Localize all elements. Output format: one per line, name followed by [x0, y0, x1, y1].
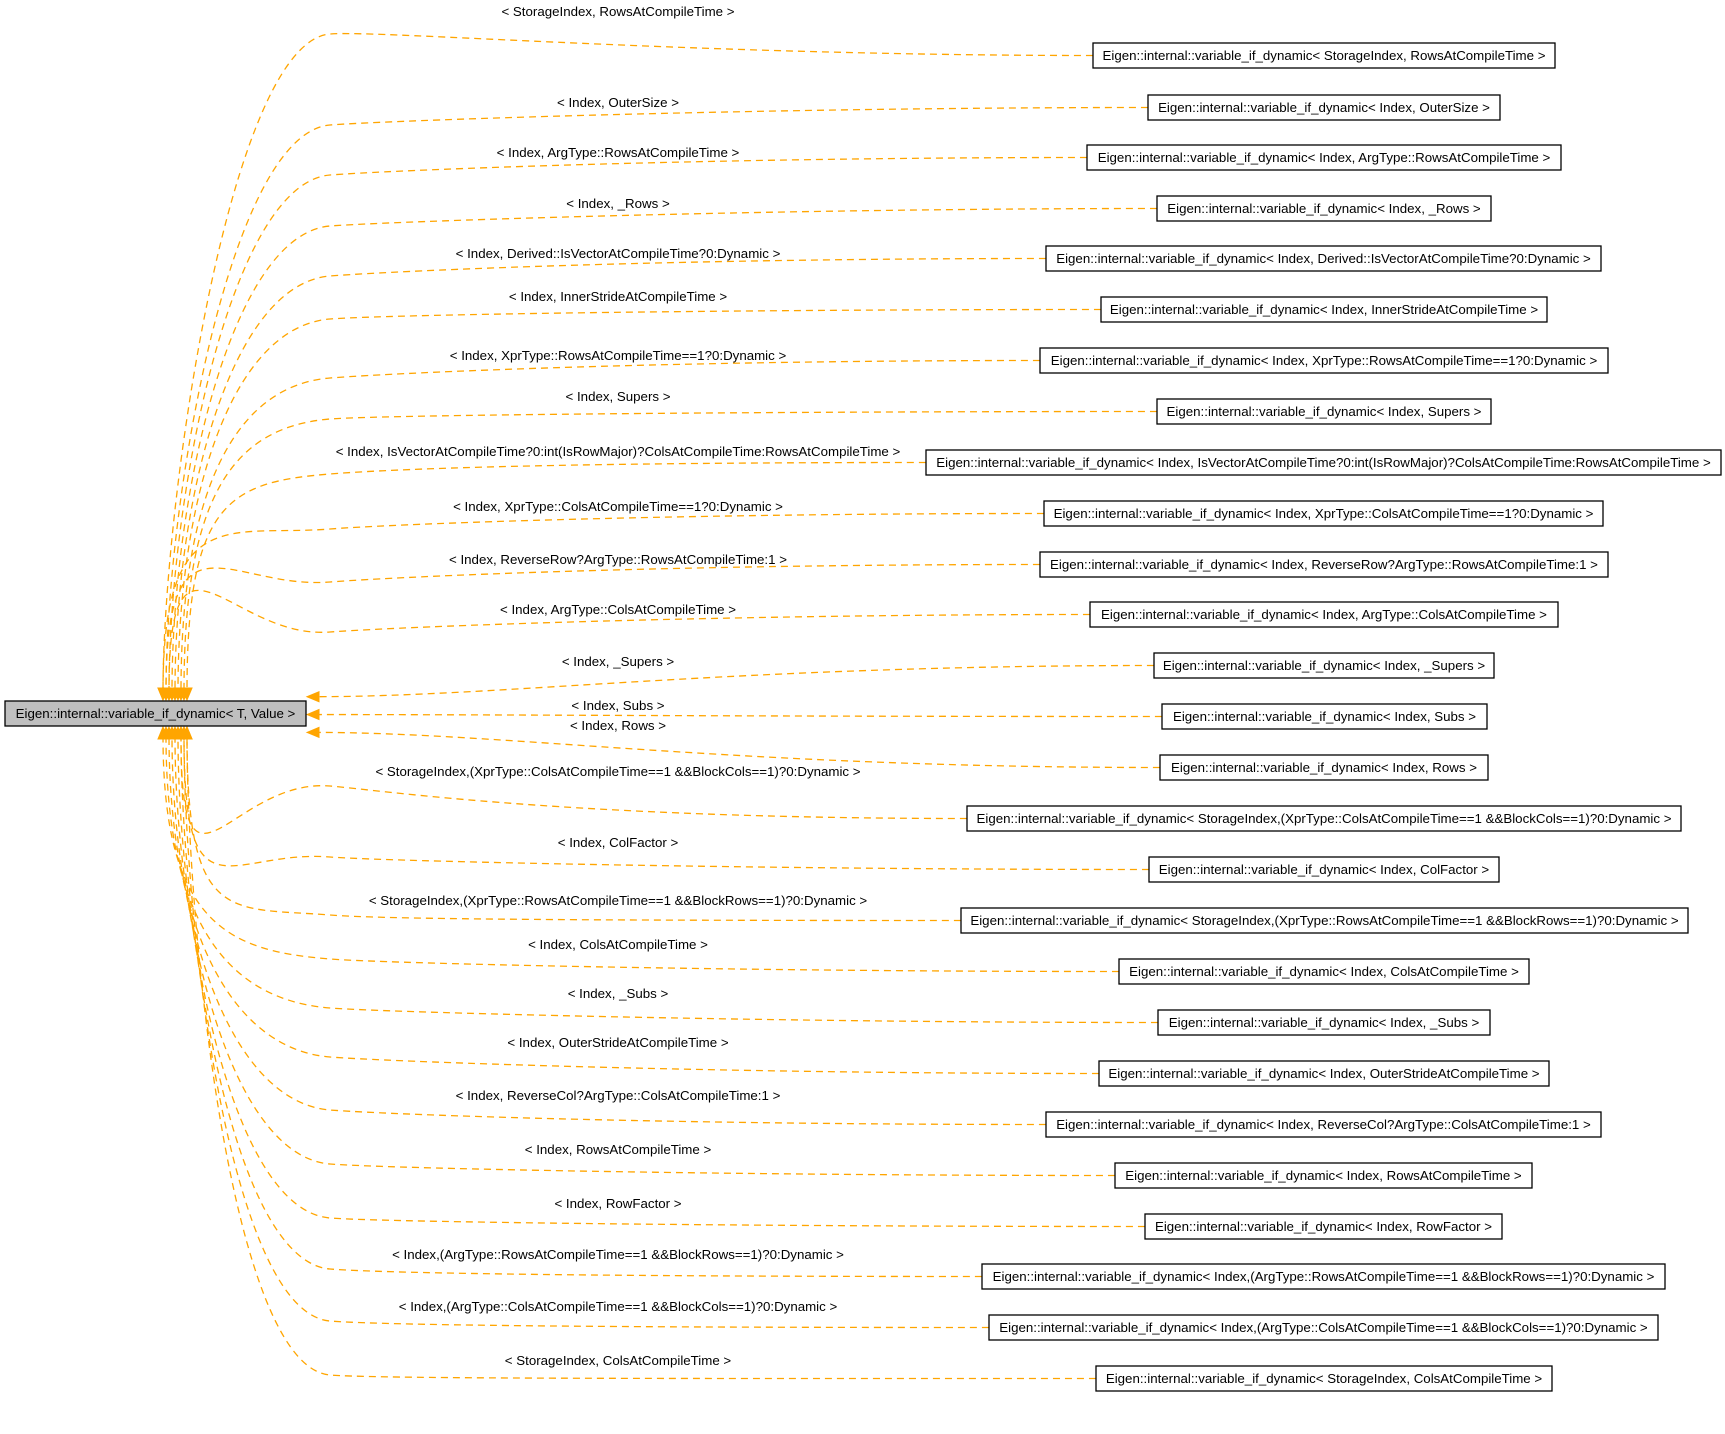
class-node[interactable]: [961, 908, 1688, 933]
class-node[interactable]: [1149, 857, 1499, 882]
edge-label: < Index, OuterSize >: [557, 95, 679, 110]
class-node-label: Eigen::internal::variable_if_dynamic< StorageIndex,(XprType::ColsAtCompileTime==1 &&BlockCols==1)?0:Dynamic >: [976, 811, 1672, 826]
class-node-label: Eigen::internal::variable_if_dynamic< Index, ArgType::ColsAtCompileTime >: [1101, 607, 1547, 622]
edge-label: < Index, IsVectorAtCompileTime?0:int(IsRowMajor)?ColsAtCompileTime:RowsAtCompileTime >: [335, 444, 901, 459]
class-node-label: Eigen::internal::variable_if_dynamic< Index, Rows >: [1171, 760, 1477, 775]
class-node-label: Eigen::internal::variable_if_dynamic< Index, ColsAtCompileTime >: [1129, 964, 1519, 979]
nodes-layer: [5, 43, 1721, 1391]
class-node-label: Eigen::internal::variable_if_dynamic< Index, InnerStrideAtCompileTime >: [1109, 302, 1539, 317]
inheritance-edge: [187, 463, 926, 692]
root-node-label: Eigen::internal::variable_if_dynamic< T, Value >: [15, 706, 296, 721]
class-node-label: Eigen::internal::variable_if_dynamic< Index,(ArgType::RowsAtCompileTime==1 &&BlockRows==1)?0:Dynamic >: [992, 1269, 1655, 1284]
class-node[interactable]: [1115, 1163, 1532, 1188]
edge-label: < StorageIndex, RowsAtCompileTime >: [501, 4, 735, 19]
edge-label: < Index, ColFactor >: [557, 835, 679, 850]
edge-label: < Index, ReverseCol?ArgType::ColsAtCompileTime:1 >: [455, 1088, 781, 1103]
edge-label: < Index, _Subs >: [567, 986, 669, 1001]
class-node-label: Eigen::internal::variable_if_dynamic< Index,(ArgType::ColsAtCompileTime==1 &&BlockCols==1)?0:Dynamic >: [999, 1320, 1648, 1335]
root-node[interactable]: [5, 701, 306, 726]
class-node[interactable]: [1162, 704, 1487, 729]
edge-label: < Index, ReverseRow?ArgType::RowsAtCompileTime:1 >: [449, 552, 787, 567]
edge-label: < Index, Subs >: [571, 698, 665, 713]
edge-label: < Index, XprType::RowsAtCompileTime==1?0:Dynamic >: [449, 348, 787, 363]
inheritance-edge: [181, 736, 967, 833]
inheritance-edge: [314, 666, 1154, 697]
class-node[interactable]: [1040, 552, 1608, 577]
inheritance-edge: [314, 715, 1162, 717]
edge-label: < Index, Supers >: [565, 389, 671, 404]
class-node-label: Eigen::internal::variable_if_dynamic< StorageIndex, RowsAtCompileTime >: [1102, 48, 1546, 63]
edge-label: < Index, OuterStrideAtCompileTime >: [507, 1035, 729, 1050]
class-node[interactable]: [1093, 43, 1555, 68]
class-node[interactable]: [989, 1315, 1658, 1340]
class-node[interactable]: [1096, 1366, 1552, 1391]
class-node-label: Eigen::internal::variable_if_dynamic< Index, Subs >: [1172, 709, 1477, 724]
edge-label: < Index, ArgType::RowsAtCompileTime >: [496, 145, 740, 160]
class-node-label: Eigen::internal::variable_if_dynamic< Index, ColFactor >: [1158, 862, 1490, 877]
edges-layer: [158, 4, 1162, 1379]
class-node-label: Eigen::internal::variable_if_dynamic< Index, _Subs >: [1168, 1015, 1480, 1030]
edge-label: < Index, ColsAtCompileTime >: [528, 937, 708, 952]
inheritance-edge: [175, 259, 1046, 692]
class-node[interactable]: [967, 806, 1681, 831]
edge-label: < Index,(ArgType::ColsAtCompileTime==1 &&BlockCols==1)?0:Dynamic >: [398, 1299, 838, 1314]
inheritance-edge: [172, 736, 1046, 1125]
edge-label: < StorageIndex,(XprType::ColsAtCompileTime==1 &&BlockCols==1)?0:Dynamic >: [375, 764, 861, 779]
class-node[interactable]: [1044, 501, 1603, 526]
class-node[interactable]: [1145, 1214, 1502, 1239]
class-node[interactable]: [1148, 95, 1500, 120]
class-node-label: Eigen::internal::variable_if_dynamic< Index, _Rows >: [1167, 201, 1481, 216]
class-node[interactable]: [1101, 297, 1547, 322]
class-node-label: Eigen::internal::variable_if_dynamic< StorageIndex,(XprType::RowsAtCompileTime==1 &&BlockRows==1)?0:Dynamic >: [970, 913, 1679, 928]
arrowhead: [307, 692, 319, 702]
class-node[interactable]: [1087, 145, 1561, 170]
class-node-label: Eigen::internal::variable_if_dynamic< Index, _Supers >: [1162, 658, 1486, 673]
inheritance-edge: [166, 565, 1040, 692]
class-node-label: Eigen::internal::variable_if_dynamic< Index, ReverseRow?ArgType::RowsAtCompileTime:1 >: [1050, 557, 1598, 572]
edge-label: < StorageIndex,(XprType::RowsAtCompileTime==1 &&BlockRows==1)?0:Dynamic >: [368, 893, 868, 908]
class-node[interactable]: [926, 450, 1721, 475]
edge-label: < Index, Rows >: [569, 718, 667, 733]
class-node-label: Eigen::internal::variable_if_dynamic< Index, Supers >: [1166, 404, 1482, 419]
inheritance-edge: [181, 361, 1040, 692]
class-node[interactable]: [1099, 1061, 1549, 1086]
class-node[interactable]: [1160, 755, 1488, 780]
class-node-label: Eigen::internal::variable_if_dynamic< Index, ReverseCol?ArgType::ColsAtCompileTime:1 >: [1056, 1117, 1591, 1132]
class-node-label: Eigen::internal::variable_if_dynamic< Index, IsVectorAtCompileTime?0:int(IsRowMajor)?ColsAtCompileTime:RowsAtCompileTime >: [936, 455, 1711, 470]
class-node[interactable]: [1090, 602, 1558, 627]
edge-label: < Index,(ArgType::RowsAtCompileTime==1 &&BlockRows==1)?0:Dynamic >: [392, 1247, 844, 1262]
class-node-label: Eigen::internal::variable_if_dynamic< Index, RowFactor >: [1154, 1219, 1493, 1234]
edge-label: < Index, _Rows >: [566, 196, 670, 211]
class-node[interactable]: [1046, 246, 1601, 271]
class-node-label: Eigen::internal::variable_if_dynamic< Index, ArgType::RowsAtCompileTime >: [1097, 150, 1551, 165]
class-node-label: Eigen::internal::variable_if_dynamic< StorageIndex, ColsAtCompileTime >: [1105, 1371, 1543, 1386]
edge-label: < Index, InnerStrideAtCompileTime >: [508, 289, 728, 304]
arrowhead: [307, 710, 319, 720]
class-node[interactable]: [1154, 653, 1494, 678]
edge-label: < StorageIndex, ColsAtCompileTime >: [504, 1353, 732, 1368]
class-node-label: Eigen::internal::variable_if_dynamic< Index, OuterSize >: [1158, 100, 1490, 115]
class-node[interactable]: [1158, 1010, 1490, 1035]
edge-label: < Index, ArgType::ColsAtCompileTime >: [500, 602, 736, 617]
class-node[interactable]: [1119, 959, 1529, 984]
edge-label: < Index, _Supers >: [561, 654, 675, 669]
class-node[interactable]: [1157, 196, 1491, 221]
edge-label: < Index, RowFactor >: [554, 1196, 682, 1211]
inheritance-edge: [187, 736, 1096, 1379]
class-node[interactable]: [1046, 1112, 1601, 1137]
class-node-label: Eigen::internal::variable_if_dynamic< Index, OuterStrideAtCompileTime >: [1108, 1066, 1540, 1081]
class-node[interactable]: [1157, 399, 1491, 424]
class-node-label: Eigen::internal::variable_if_dynamic< Index, XprType::ColsAtCompileTime==1?0:Dynamic >: [1053, 506, 1594, 521]
class-node-label: Eigen::internal::variable_if_dynamic< Index, RowsAtCompileTime >: [1125, 1168, 1522, 1183]
class-node[interactable]: [1040, 348, 1608, 373]
edge-label: < Index, XprType::ColsAtCompileTime==1?0:Dynamic >: [453, 499, 783, 514]
inheritance-edge: [175, 736, 1115, 1176]
inheritance-edge: [184, 736, 989, 1328]
inheritance-edge: [314, 732, 1160, 767]
class-node-label: Eigen::internal::variable_if_dynamic< Index, XprType::RowsAtCompileTime==1?0:Dynamic >: [1050, 353, 1598, 368]
edge-label: < Index, Derived::IsVectorAtCompileTime?0:Dynamic >: [455, 246, 781, 261]
class-node[interactable]: [982, 1264, 1665, 1289]
arrowhead: [307, 727, 319, 737]
edge-label: < Index, RowsAtCompileTime >: [524, 1142, 712, 1157]
class-node-label: Eigen::internal::variable_if_dynamic< Index, Derived::IsVectorAtCompileTime?0:Dynamic >: [1056, 251, 1591, 266]
